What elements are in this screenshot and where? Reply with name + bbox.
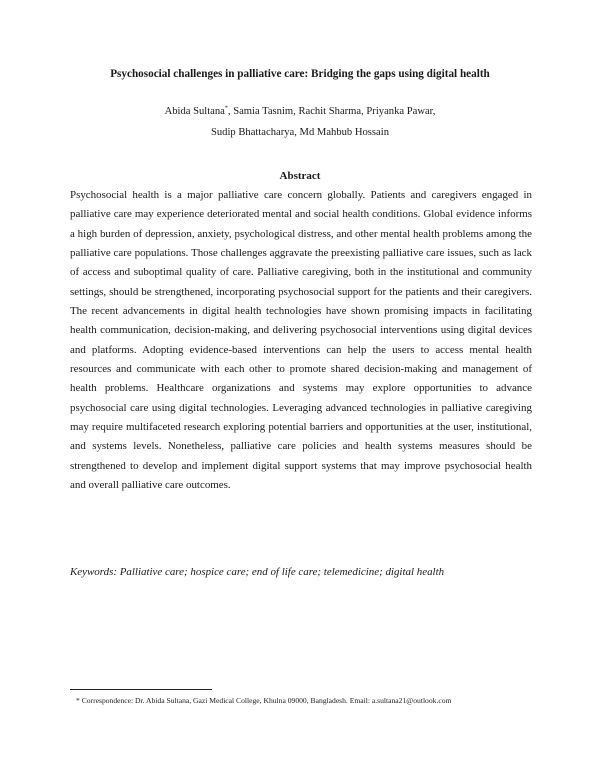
lead-author: Abida Sultana xyxy=(164,106,225,117)
abstract-heading: Abstract xyxy=(279,170,321,182)
correspondence-mark: * xyxy=(224,105,228,112)
author-list-line-2: Sudip Bhattacharya, Md Mahbub Hossain xyxy=(210,127,389,138)
correspondence-footnote: * Correspondence: Dr. Abida Sultana, Gazi Medical College, Khulna 09000, Bangladesh. Email: a.sultana21@outlook.com xyxy=(76,696,452,705)
co-authors: , Samia Tasnim, Rachit Sharma, Priyanka Pawar, xyxy=(227,106,436,117)
footnote-divider xyxy=(70,689,212,690)
author-list-line-1 xyxy=(0,106,600,117)
keywords: Keywords: Palliative care; hospice care; end of life care; telemedicine; digital health xyxy=(70,566,445,578)
abstract-body: Psychosocial health is a major palliative care concern globally. Patients and caregivers engaged in palliative care may experience deteriorated mental and social health conditions. Global evidence informs a high burden of depression, anxiety, psychological distress, and other mental health problems among the palliative care populations. Those challenges aggravate the preexisting palliative care issues, such as lack of access and suboptimal quality of care. Palliative caregiving, both in the institutional and community settings, should be strengthened, incorporating psychosocial support for the patients and their caregivers. The recent advancements in digital health technologies have shown promising impacts in facilitating health communication, decision-making, and delivering psychosocial interventions using digital devices and platforms. Adopting evidence-based interventions can help the users to access mental health resources and communicate with each other to promote shared decision-making and management of health problems. Healthcare organizations and systems may explore opportunities to advance psychosocial care using digital technologies. Leveraging advanced technologies in palliative caregiving may require multifaceted research exploring potential barriers and opportunities at the user, institutional, and systems levels. Nonetheless, palliative care policies and health systems measures should be strengthened to develop and implement digital support systems that may improve psychosocial health and overall palliative care outcomes. xyxy=(70,189,532,492)
paper-title: Psychosocial challenges in palliative care: Bridging the gaps using digital health xyxy=(110,68,490,80)
